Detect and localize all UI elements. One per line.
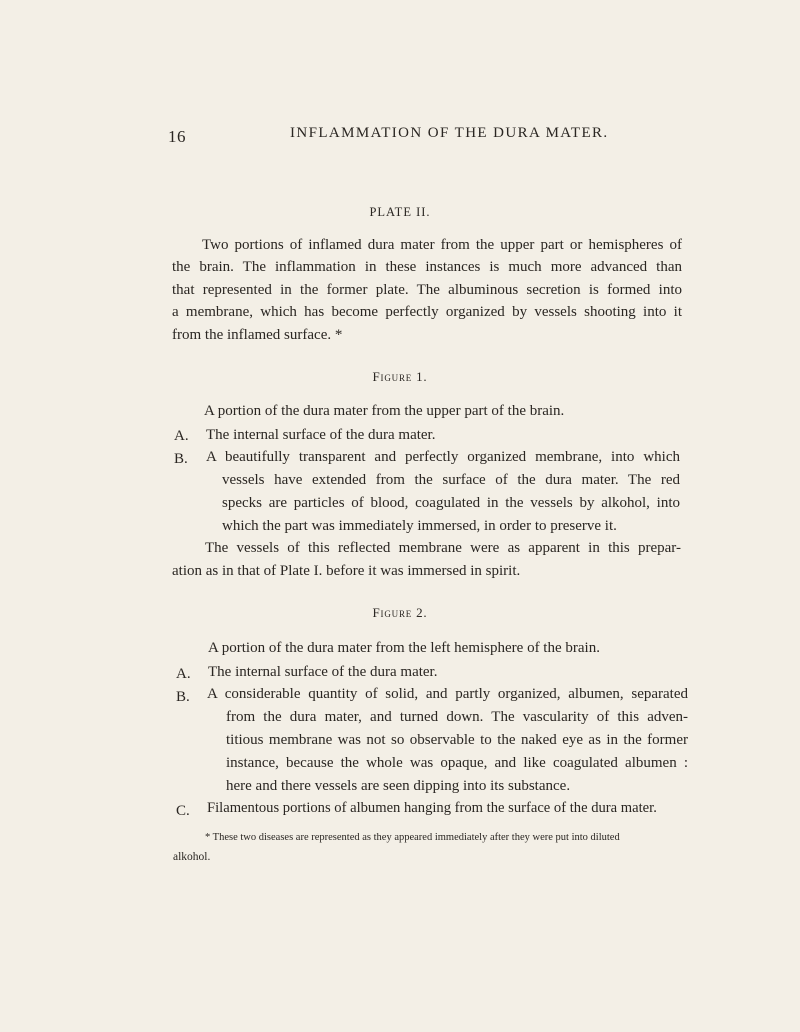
footnote-line-2: alkohol. (173, 851, 211, 863)
figure-1-item-b-line-3: specks are particles of blood, coagulated in the vessels by alkohol, into (222, 495, 680, 511)
figure-2-item-b-line-2: from the dura mater, and turned down. The vascularity of this adven- (226, 709, 688, 725)
figure-2-item-c: Filamentous portions of albumen hanging from the surface of the dura mater. (207, 800, 657, 816)
figure-1-item-b-letter: B. (174, 451, 188, 467)
figure-1-note-line-1: The vessels of this reflected membrane were as apparent in this prepar- (205, 540, 681, 556)
figure-2-item-b-line-4: instance, because the whole was opaque, and like coagulated albumen : (226, 755, 688, 771)
figure-1-item-b-line-4: which the part was immediately immersed, in order to preserve it. (222, 518, 617, 534)
intro-line-1: Two portions of inflamed dura mater from the upper part or hemispheres of (202, 237, 682, 253)
figure-1-item-a: The internal surface of the dura mater. (206, 427, 436, 443)
plate-title: PLATE II. (369, 205, 431, 219)
figure-1-lead: A portion of the dura mater from the upper part of the brain. (204, 403, 565, 419)
figure-1-note-line-2: ation as in that of Plate I. before it was immersed in spirit. (172, 563, 521, 579)
figure-2-lead: A portion of the dura mater from the left hemisphere of the brain. (208, 640, 600, 656)
intro-line-3: that represented in the former plate. The albuminous secretion is formed into (172, 282, 682, 298)
intro-line-4: a membrane, which has become perfectly organized by vessels shooting into it (172, 304, 682, 320)
footnote-line-1: * These two diseases are represented as they appeared immediately after they were put into diluted (205, 832, 620, 843)
figure-2-item-b-line-3: titious membrane was not so observable to the naked eye as in the former (226, 732, 688, 748)
intro-line-5: from the inflamed surface. * (172, 327, 343, 343)
figure-2-item-a: The internal surface of the dura mater. (208, 664, 438, 680)
figure-1-heading: Figure 1. (372, 369, 428, 384)
figure-1-item-b-line-2: vessels have extended from the surface of the dura mater. The red (222, 472, 680, 488)
figure-2-item-c-letter: C. (176, 803, 190, 819)
figure-2-item-a-letter: A. (176, 666, 191, 682)
running-title: INFLAMMATION OF THE DURA MATER. (290, 125, 609, 141)
figure-2-item-b-letter: B. (176, 689, 190, 705)
figure-2-item-b-line-1: A considerable quantity of solid, and partly organized, albumen, separated (207, 686, 688, 702)
figure-1-item-a-letter: A. (174, 428, 189, 444)
figure-1-item-b-line-1: A beautifully transparent and perfectly organized membrane, into which (206, 449, 680, 465)
figure-2-heading: Figure 2. (372, 605, 428, 620)
figure-2-item-b-line-5: here and there vessels are seen dipping into its substance. (226, 778, 571, 794)
page-number: 16 (168, 127, 186, 146)
intro-line-2: the brain. The inflammation in these instances is much more advanced than (172, 259, 682, 275)
